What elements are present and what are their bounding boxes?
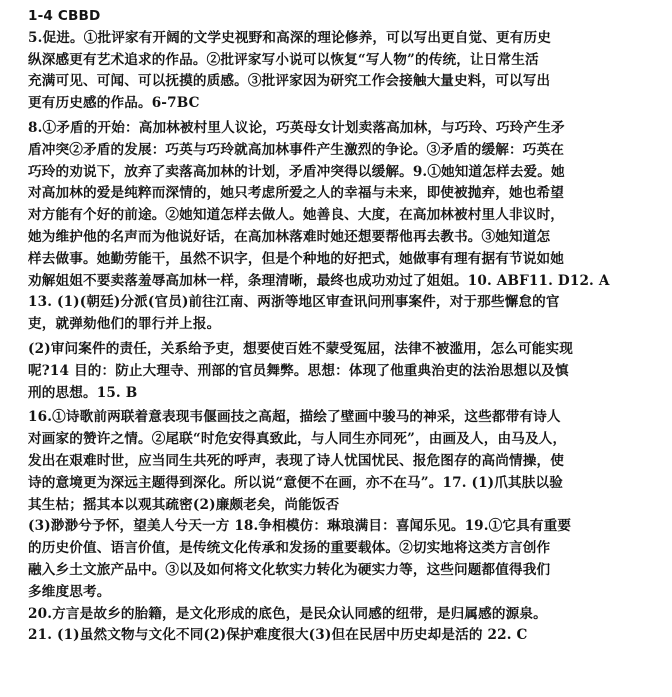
answer-line-1: 1-4 CBBD [28, 8, 101, 24]
answer-line-14: 13. (1)(朝廷)分派(官员)前往江南、两浙等地区审查讯问刑事案件，对于那些懈怠的官 [28, 294, 560, 311]
answer-line-4: 充满可见、可闻、可以抚摸的质感。③批评家因为研究工作会接触大量史料，可以写出 [28, 73, 551, 90]
answer-line-17: 呢?14 目的：防止大理寺、刑部的官员舞弊。思想：体现了他重典治吏的法治思想以及慎 [28, 362, 569, 379]
answer-line-8: 巧玲的劝说下，放弃了卖落高加林的计划，矛盾冲突得以缓解。9.①她知道怎样去爱。她 [28, 163, 565, 180]
answer-line-27: 多维度思考。 [28, 583, 111, 600]
answer-line-26: 融入乡土文旅产品中。③以及如何将文化软实力转化为硬实力等，这些问题都值得我们 [28, 561, 551, 578]
answer-line-12: 样去做事。她勤劳能干，虽然不识字，但是个种地的好把式，她做事有理有据有节说如她 [28, 250, 565, 267]
answer-line-5: 更有历史感的作品。6-7BC [28, 95, 200, 112]
answer-line-29: 21. (1)虽然文物与文化不同(2)保护难度很大(3)但在民居中历史却是活的 22. C [28, 627, 528, 644]
answer-line-10: 对方能有个好的前途。②她知道怎样去做人。她善良、大度，在高加林被村里人非议时， [28, 207, 565, 224]
answer-line-6: 8.①矛盾的开始：高加林被村里人议论，巧英母女计划卖落高加林，与巧玲、巧玲产生矛 [28, 119, 565, 136]
answer-line-13: 劝解姐姐不要卖落羞辱高加林一样，条理清晰，最终也成功劝过了姐姐。10. ABF11. D12. A [28, 272, 610, 289]
answer-line-22: 诗的意境更为深远主题得到深化。所以说“意便不在画，亦不在马”。17. (1)爪其肤以验 [28, 474, 563, 491]
answer-line-3: 纵深感更有艺术追求的作品。②批评家写小说可以恢复“写人物”的传统，让日常生活 [28, 51, 539, 68]
answer-line-20: 对画家的赞许之情。②尾联“时危安得真致此，与人同生亦同死”，由画及人，由马及人， [28, 431, 567, 448]
answer-line-18: 刑的思想。15. B [28, 384, 138, 401]
answer-line-9: 对高加林的爱是纯粹而深情的，她只考虑所爱之人的幸福与未来，即使被抛弃，她也希望 [28, 185, 565, 202]
answer-line-21: 发出在艰难时世，应当同生共死的呼声，表现了诗人忧国忧民、报危图存的高尚情操，使 [28, 452, 565, 469]
answer-line-19: 16.①诗歌前两联着意表现韦偃画技之高超，描绘了壁画中骏马的神采，这些都带有诗人 [28, 409, 561, 426]
answer-line-11: 她为维护他的名声而为他说好话，在高加林落难时她还想要帮他再去教书。③她知道怎 [28, 228, 551, 245]
answer-line-24: (3)渺渺兮予怀，望美人兮天一方 18.争相模仿：琳琅满目：喜闻乐见。19.①它具有重要 [28, 518, 572, 535]
answer-line-2: 5.促进。①批评家有开阔的文学史视野和高深的理论修养，可以写出更自觉、更有历史 [28, 29, 552, 46]
answer-line-16: (2)审问案件的责任，关系给予吏，想要使百姓不蒙受冤屈，法律不被滥用，怎么可能实现 [28, 340, 574, 357]
answer-line-15: 吏，就弹劾他们的罪行并上报。 [28, 316, 221, 333]
answer-line-23: 其生枯；摇其本以观其疏密(2)廉颇老矣，尚能饭否 [28, 496, 340, 513]
answer-line-25: 的历史价值、语言价值，是传统文化传承和发扬的重要载体。②切实地将这类方言创作 [28, 540, 551, 557]
answer-line-7: 盾冲突②矛盾的发展：巧英与巧玲就高加林事件产生激烈的争论。③矛盾的缓解：巧英在 [28, 141, 565, 158]
answer-line-28: 20.方言是故乡的胎籍，是文化形成的底色，是民众认同感的纽带，是归属感的源泉。 [28, 605, 547, 622]
